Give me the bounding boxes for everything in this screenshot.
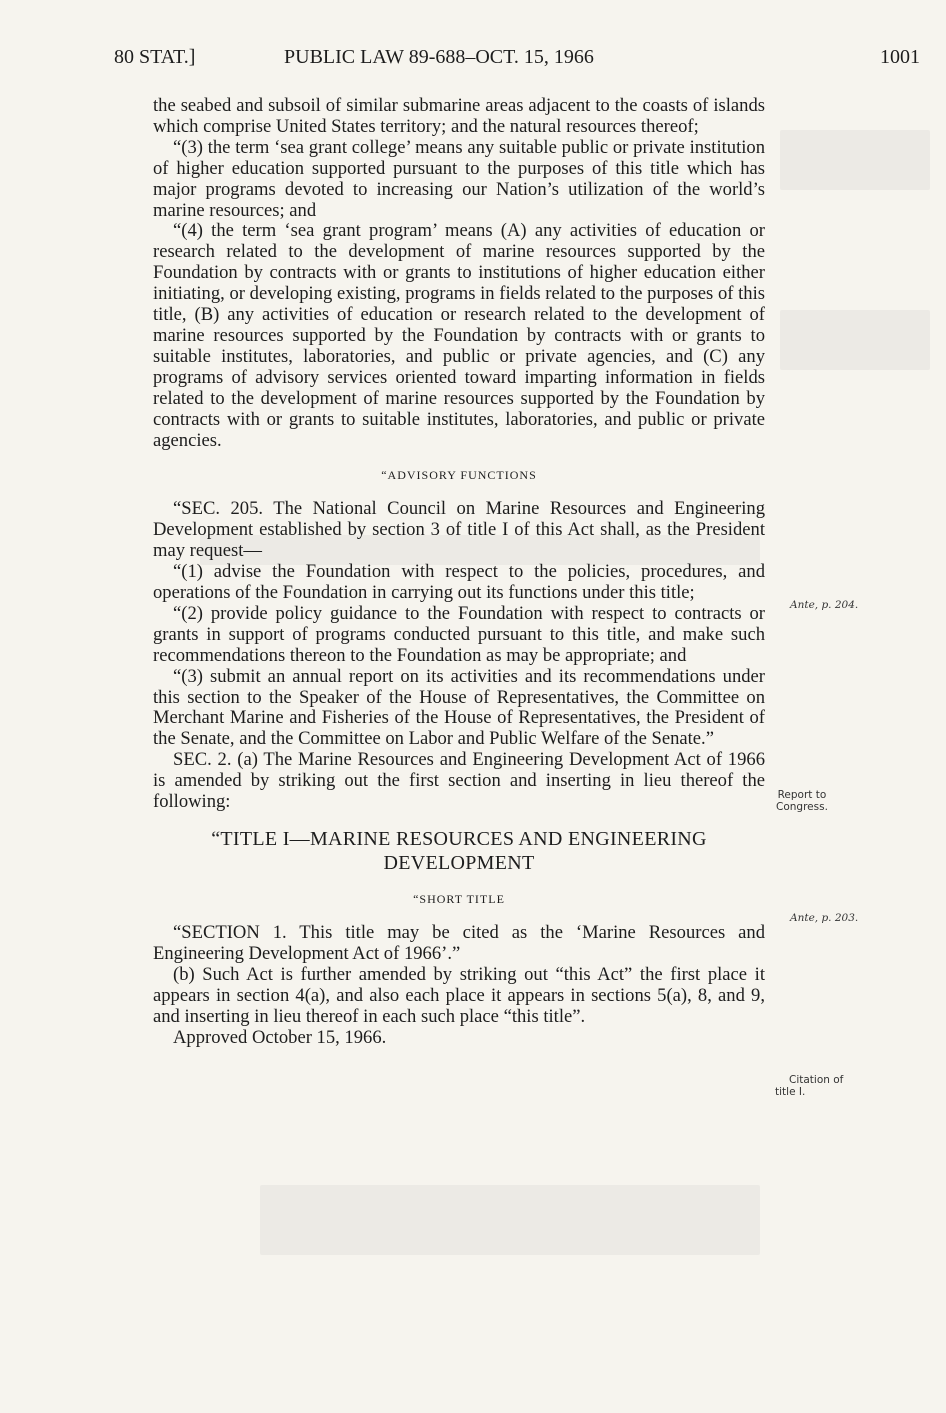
title-heading <box>153 827 765 875</box>
bleed-through-shade <box>780 130 930 190</box>
paragraph-sec-205: “SEC. 205. The National Council on Marine Resources and Engineering Development established by section 3 of title I of this Act shall, as the President may request— <box>153 498 765 562</box>
margin-note-line: Congress. <box>776 801 828 813</box>
margin-note-line: Citation of <box>789 1074 844 1086</box>
body-text <box>153 96 765 1048</box>
paragraph-further-amended: (b) Such Act is further amended by striking out “this Act” the first place it appears in section 4(a), and also each place it appears in sections 5(a), 8, and 9, and inserting in lieu thereof in each such place “this title”. <box>153 963 765 1027</box>
paragraph-continuation: the seabed and subsoil of similar submarine areas adjacent to the coasts of islands which comprise United States territory; and the natural resources thereof; <box>153 95 765 137</box>
title-heading-line-1: “TITLE I—MARINE RESOURCES AND ENGINEERING <box>211 828 707 850</box>
margin-note-line: title I. <box>775 1086 806 1098</box>
header-title: PUBLIC LAW 89-688–OCT. 15, 1966 <box>284 46 594 68</box>
margin-note-text: Ante, p. 203. <box>790 912 859 924</box>
margin-note-ante-204 <box>790 599 858 611</box>
margin-note-ante-203 <box>790 912 858 924</box>
approval-date: Approved October 15, 1966. <box>173 1026 387 1048</box>
header-stat-reference: 80 STAT.] <box>114 46 196 68</box>
paragraph-section-1: “SECTION 1. This title may be cited as the ‘Marine Resources and Engineering Development Act of 1966’.” <box>153 922 765 964</box>
heading-advisory-functions: “ADVISORY FUNCTIONS <box>381 468 537 483</box>
page-number: 1001 <box>880 46 920 68</box>
paragraph-policy-guidance: “(2) provide policy guidance to the Foundation with respect to contracts or grants in support of programs conducted pursuant to this title, and make such recommendations thereon to the Foundation as may be appropriate; and <box>153 602 765 666</box>
paragraph-sea-grant-program: “(4) the term ‘sea grant program’ means (A) any activities of education or research related to the development of marine resources supported by the Foundation by contracts with or grants to institutions of higher education either initiating, or developing existing, programs in fields related to the purposes of this title, (B) any activities of education or research related to the development of marine resources supported by the Foundation by contracts with or grants to suitable institutes, laboratories, and public or private agencies, and (C) any programs of advisory services oriented toward imparting information in fields related to the development of marine resources supported by the Foundation by contracts with or grants to suitable institutes, laboratories, and public or private agencies. <box>153 220 765 451</box>
paragraph-sec-2: SEC. 2. (a) The Marine Resources and Engineering Development Act of 1966 is amended by striking out the first section and inserting in lieu thereof the following: <box>153 749 765 813</box>
heading-short-title: “SHORT TITLE <box>413 892 505 906</box>
page-header <box>114 46 920 76</box>
margin-note-text: Ante, p. 204. <box>790 599 859 611</box>
paragraph-sea-grant-college: “(3) the term ‘sea grant college’ means any suitable public or private institution of higher education supported pursuant to the purposes of this title which has major programs devoted to increasing our Nation’s utilization of the world’s marine resources; and <box>153 136 765 221</box>
margin-note-report-to-congress <box>776 789 828 813</box>
bleed-through-shade <box>780 310 930 370</box>
bleed-through-shade <box>260 1185 760 1255</box>
title-heading-line-2: DEVELOPMENT <box>383 852 535 874</box>
margin-note-line: Report to <box>777 789 827 801</box>
margin-note-citation <box>775 1074 843 1098</box>
paragraph-annual-report: “(3) submit an annual report on its activities and its recommendations under this section to the Speaker of the House of Representatives, the Committee on Merchant Marine and Fisheries of the House of Representatives, the President of the Senate, and the Committee on Labor and Public Welfare of the Senate.” <box>153 665 765 750</box>
paragraph-advise: “(1) advise the Foundation with respect to the policies, procedures, and operations of the Foundation in carrying out its functions under this title; <box>153 561 765 604</box>
